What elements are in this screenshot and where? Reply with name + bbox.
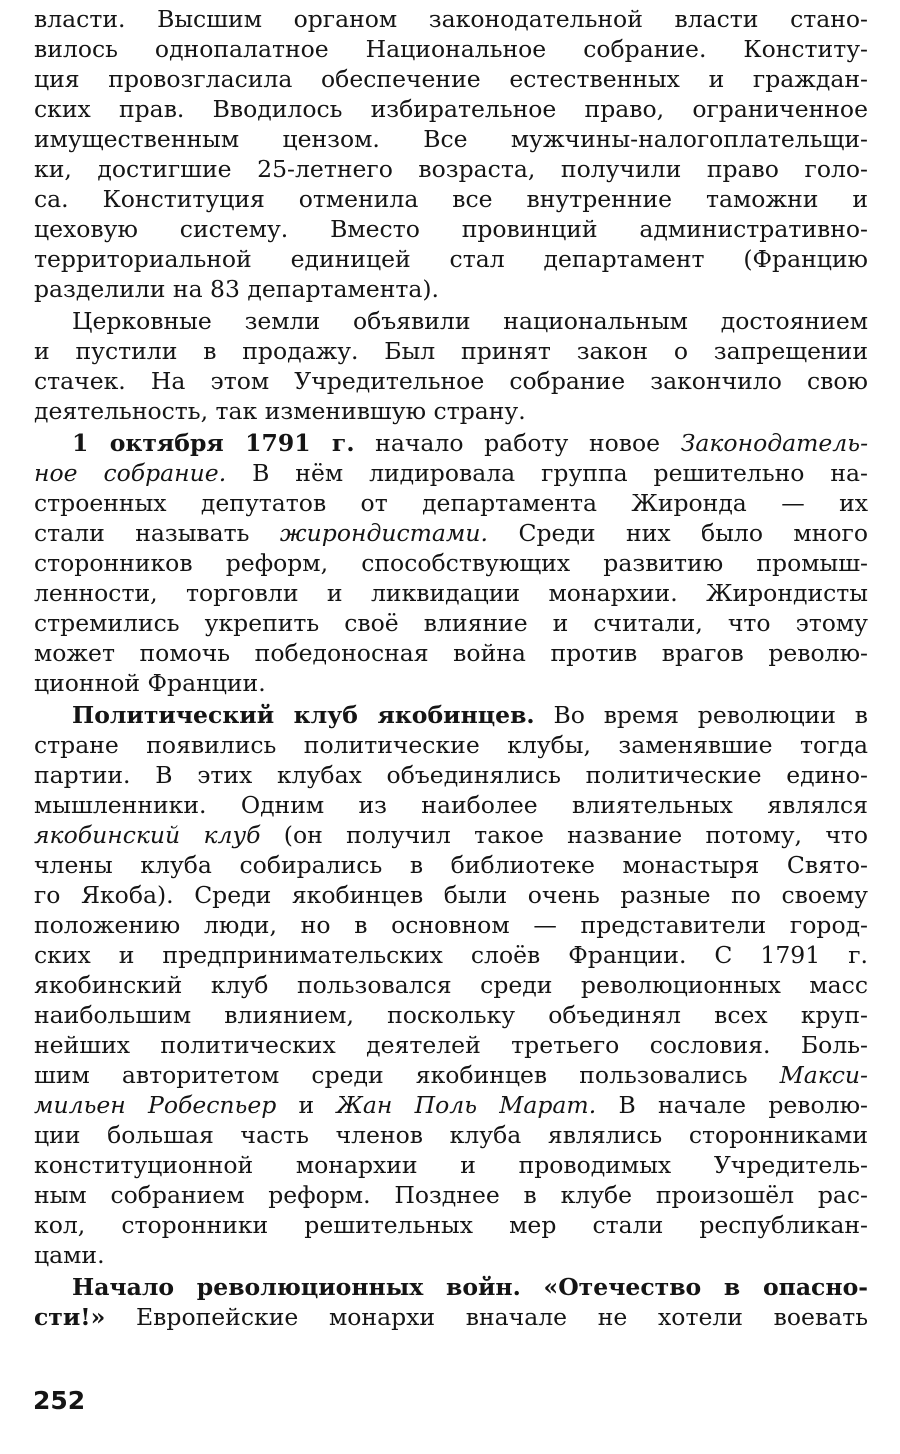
text-run: ным собранием реформ. Позднее в клубе произошёл рас- [34,1181,868,1209]
bold-text: Начало революционных войн. «Отечество в опасно- [72,1273,868,1301]
text-run: Во время революции в [534,701,869,729]
text-run: ских прав. Вводилось избирательное право, ограниченное [34,95,868,123]
text-run: стали называть [34,519,280,547]
italic-text: Жан Поль Марат. [336,1091,597,1119]
text-line [34,274,868,304]
text-line [34,458,868,488]
text-run: Среди них было много [488,519,868,547]
text-line [34,94,868,124]
text-line [34,428,868,458]
text-run: ции большая часть членов клуба являлись сторонниками [34,1121,868,1149]
italic-text: ное собрание. [34,459,227,487]
text-run: стране появились политические клубы, заменявшие тогда [34,731,868,759]
text-run: конституционной монархии и проводимых Учредитель- [34,1151,868,1179]
italic-text: Макси- [779,1061,868,1089]
text-line [34,760,868,790]
text-line [34,396,868,426]
text-line [34,700,868,730]
text-line [34,790,868,820]
text-run: стремились укрепить своё влияние и считали, что этому [34,609,868,637]
text-line [34,336,868,366]
text-line [34,366,868,396]
paragraph [34,306,868,426]
text-run: власти. Высшим органом законодательной власти стано- [34,5,868,33]
text-line [34,244,868,274]
italic-text: Законодатель- [680,429,869,457]
text-line [34,1150,868,1180]
bold-text: 1 октября 1791 г. [72,429,355,457]
text-run: Церковные земли объявили национальным достоянием [72,307,868,335]
text-run: Европейские монархи вначале не хотели воевать [105,1303,868,1331]
text-run: положению люди, но в основном — представители город- [34,911,868,939]
text-run: сторонников реформ, способствующих развитию промыш- [34,549,868,577]
paragraph [34,4,868,304]
text-run: мышленники. Одним из наиболее влиятельных являлся [34,791,868,819]
page-number: 252 [33,1386,86,1415]
text-line [34,850,868,880]
italic-text: мильен Робеспьер [34,1091,277,1119]
text-line [34,64,868,94]
text-line [34,608,868,638]
text-run: го Якоба). Среди якобинцев были очень разные по своему [34,881,868,909]
paragraph [34,1272,868,1332]
text-run: ленности, торговли и ликвидации монархии. Жирондисты [34,579,868,607]
text-run: (он получил такое название потому, что [260,821,869,849]
text-run: ционной Франции. [34,669,266,697]
text-run: разделили на 83 департамента). [34,275,440,303]
text-run: кол, сторонники решительных мер стали республикан- [34,1211,868,1239]
bold-text: Политический клуб якобинцев. [72,701,535,729]
text-run: шим авторитетом среди якобинцев пользовались [34,1061,780,1089]
text-run: и пустили в продажу. Был принят закон о запрещении [34,337,868,365]
page-body [34,4,868,1334]
paragraph [34,700,868,1270]
text-line [34,668,868,698]
text-line [34,124,868,154]
text-run: цеховую систему. Вместо провинций административно- [34,215,868,243]
text-run: В нём лидировала группа решительно на- [226,459,868,487]
text-line [34,1240,868,1270]
text-run: деятельность, так изменившую страну. [34,397,526,425]
text-run: и [276,1091,337,1119]
text-run: стачек. На этом Учредительное собрание закончило свою [34,367,868,395]
text-line [34,214,868,244]
text-run: может помочь победоносная война против врагов револю- [34,639,868,667]
text-line [34,820,868,850]
paragraph [34,428,868,698]
text-line [34,1000,868,1030]
text-run: члены клуба собирались в библиотеке монастыря Свято- [34,851,868,879]
text-run: наибольшим влиянием, поскольку объединял всех круп- [34,1001,868,1029]
text-line [34,1090,868,1120]
text-line [34,1060,868,1090]
text-run: цами. [34,1241,105,1269]
text-line [34,154,868,184]
text-line [34,488,868,518]
text-line [34,518,868,548]
text-run: партии. В этих клубах объединялись политические едино- [34,761,868,789]
text-line [34,184,868,214]
text-line [34,880,868,910]
text-line [34,548,868,578]
text-line [34,34,868,64]
text-line [34,306,868,336]
text-line [34,1210,868,1240]
bold-text: сти!» [34,1303,106,1331]
text-run: начало работу новое [354,429,681,457]
text-run: вилось однопалатное Национальное собрание. Конститу- [34,35,868,63]
italic-text: якобинский клуб [34,821,261,849]
text-run: имущественным цензом. Все мужчины-налогоплательщи- [34,125,868,153]
text-line [34,1030,868,1060]
text-line [34,1302,868,1332]
text-run: са. Конституция отменила все внутренние таможни и [34,185,868,213]
text-line [34,638,868,668]
text-line [34,970,868,1000]
text-run: В начале револю- [596,1091,868,1119]
text-line [34,4,868,34]
text-line [34,940,868,970]
text-run: нейших политических деятелей третьего сословия. Боль- [34,1031,868,1059]
text-line [34,1120,868,1150]
text-run: якобинский клуб пользовался среди революционных масс [34,971,868,999]
text-run: строенных депутатов от департамента Жиронда — их [34,489,868,517]
text-run: ских и предпринимательских слоёв Франции. С 1791 г. [34,941,868,969]
text-line [34,910,868,940]
text-line [34,730,868,760]
text-line [34,578,868,608]
text-run: ция провозгласила обеспечение естественных и граждан- [34,65,868,93]
text-line [34,1180,868,1210]
text-run: территориальной единицей стал департамент (Францию [34,245,868,273]
text-run: ки, достигшие 25-летнего возраста, получили право голо- [34,155,868,183]
text-line [34,1272,868,1302]
italic-text: жирондистами. [279,519,489,547]
paragraph-gap [34,1332,868,1334]
